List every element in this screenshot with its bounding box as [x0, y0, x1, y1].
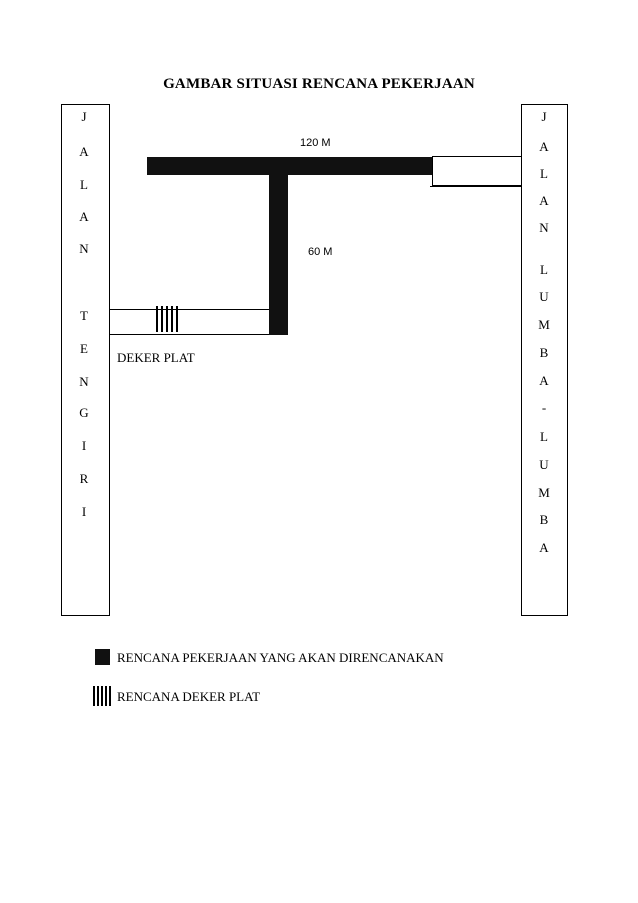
road-letter: I: [81, 504, 87, 519]
road-letter: R: [79, 471, 89, 486]
dimension-label-vertical: 60 M: [308, 246, 333, 258]
road-letter: L: [540, 429, 548, 444]
road-letter: M: [538, 485, 550, 500]
planned-work-horizontal: [147, 157, 432, 175]
legend-swatch-work: [95, 649, 110, 665]
legend-stripe: [97, 686, 99, 706]
legend-stripe: [109, 686, 111, 706]
legend-stripe: [93, 686, 95, 706]
road-letter: N: [79, 241, 89, 256]
road-letter: L: [540, 166, 548, 181]
legend-label-deker: RENCANA DEKER PLAT: [117, 689, 261, 704]
road-letter: B: [539, 512, 549, 527]
road-letter: L: [80, 177, 88, 192]
road-letter: U: [539, 457, 549, 472]
road-letter: A: [539, 193, 549, 208]
deker-stripe: [166, 306, 168, 332]
road-letter: G: [79, 405, 89, 420]
road-letter: N: [79, 374, 89, 389]
road-letter: A: [79, 209, 89, 224]
planned-work-vertical: [269, 157, 288, 335]
connector-road-right-edge: [430, 186, 522, 187]
deker-stripe: [161, 306, 163, 332]
legend-label-work: RENCANA PEKERJAAN YANG AKAN DIRENCANAKAN: [117, 650, 444, 665]
road-letter: B: [539, 345, 549, 360]
connector-road-left: [110, 309, 270, 335]
road-letter: N: [539, 220, 549, 235]
page-title: GAMBAR SITUASI RENCANA PEKERJAAN: [163, 76, 475, 92]
road-letter: A: [79, 144, 89, 159]
road-letter: L: [540, 262, 548, 277]
road-letter: A: [539, 373, 549, 388]
deker-stripe: [156, 306, 158, 332]
road-letter: J: [541, 109, 547, 124]
legend-stripe: [105, 686, 107, 706]
legend-stripe: [101, 686, 103, 706]
road-letter: A: [539, 540, 549, 555]
road-letter: E: [80, 341, 88, 356]
deker-plat-label: DEKER PLAT: [117, 350, 195, 365]
road-letter: A: [539, 139, 549, 154]
road-letter: -: [541, 400, 547, 415]
road-letter: J: [81, 109, 87, 124]
deker-stripe: [176, 306, 178, 332]
dimension-label-horizontal: 120 M: [300, 137, 331, 149]
road-letter: I: [81, 438, 87, 453]
road-letter: M: [538, 317, 550, 332]
connector-road-right: [432, 156, 522, 186]
road-letter: U: [539, 289, 549, 304]
deker-stripe: [171, 306, 173, 332]
road-letter: T: [80, 308, 88, 323]
